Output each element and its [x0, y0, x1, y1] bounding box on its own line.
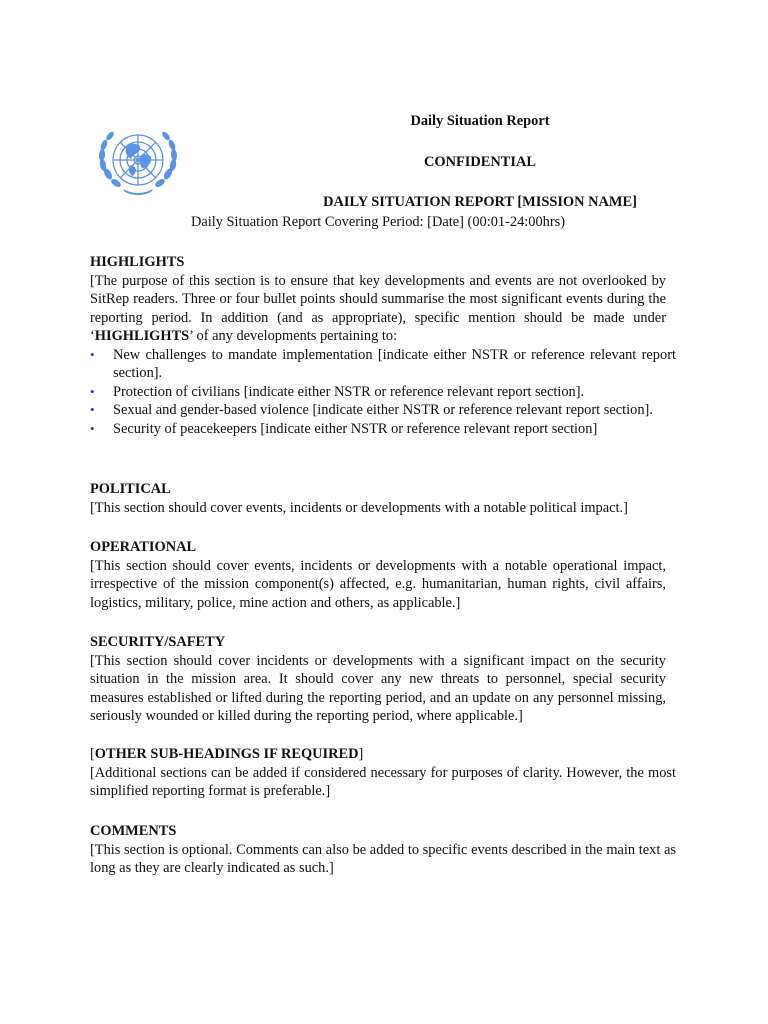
section-text: [This section is optional. Comments can also be added to specific events described in the main text as long as they are clearly indicated as such.]	[90, 841, 676, 876]
highlights-section	[90, 253, 676, 438]
list-item: • New challenges to mandate implementation [indicate either NSTR or reference relevant report section].	[90, 346, 676, 383]
report-header-title: Daily Situation Report	[410, 113, 550, 129]
section-heading: HIGHLIGHTS	[90, 254, 185, 270]
report-main-title: DAILY SITUATION REPORT [MISSION NAME]	[323, 194, 637, 210]
comments-section	[90, 822, 676, 878]
highlights-bullet-list	[90, 346, 676, 439]
other-subheadings-section	[90, 745, 676, 801]
security-safety-section	[90, 633, 666, 726]
section-heading: COMMENTS	[90, 823, 177, 839]
section-heading: POLITICAL	[90, 481, 171, 497]
classification-label: CONFIDENTIAL	[424, 154, 536, 170]
section-text: [This section should cover incidents or developments with a significant impact on the security situation in the mission area. It should cover any new threats to personnel, special security measures established or lifted during the reporting period, and an update on any personnel missing, seriously wounded or killed during the reporting period, where applicable.]	[90, 652, 666, 724]
section-heading: SECURITY/SAFETY	[90, 634, 226, 650]
section-text: [Additional sections can be added if considered necessary for purposes of clarity. However, the most simplified reporting format is preferable.]	[90, 764, 676, 799]
section-text: [This section should cover events, incidents or developments with a notable political impact.]	[90, 499, 628, 516]
section-text: [This section should cover events, incidents or developments with a notable operational impact, irrespective of the mission component(s) affected, e.g. humanitarian, human rights, civil affairs, logistics, military, police, mine action and others, as applicable.]	[90, 557, 666, 611]
list-item: • Protection of civilians [indicate either NSTR or reference relevant report section].	[90, 383, 676, 402]
operational-section	[90, 538, 666, 612]
list-item: • Security of peacekeepers [indicate either NSTR or reference relevant report section]	[90, 420, 676, 439]
covering-period: Daily Situation Report Covering Period: [Date] (00:01-24:00hrs)	[190, 214, 566, 230]
section-heading: [OTHER SUB-HEADINGS IF REQUIRED]	[90, 746, 364, 762]
section-heading: OPERATIONAL	[90, 539, 197, 555]
political-section	[90, 480, 676, 517]
list-item: • Sexual and gender-based violence [indicate either NSTR or reference relevant report section].	[90, 401, 676, 420]
highlights-intro: [The purpose of this section is to ensure that key developments and events are not overlooked by SitRep readers. Three or four bullet points should summarise the most significant events during the reporting period. In addition (and as appropriate), specific mention should be made under ‘HIGHLIGHTS’ of any developments pertaining to:	[90, 272, 666, 344]
